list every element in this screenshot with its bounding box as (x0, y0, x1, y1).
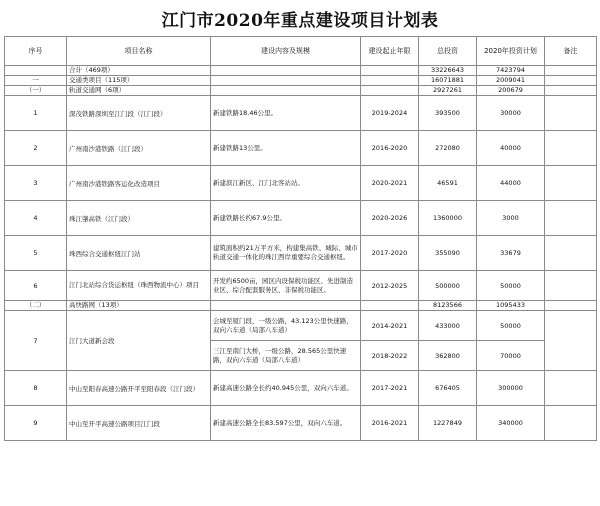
cell-plan: 40000 (477, 131, 545, 166)
table-row (5, 236, 597, 271)
cell-plan: 33679 (477, 236, 545, 271)
table-row (5, 371, 597, 406)
cell-plan: 30000 (477, 96, 545, 131)
table-row (5, 86, 597, 96)
cell-total: 362800 (419, 341, 477, 371)
cell-content: 会城至厦门段，一级公路，43.123公里快速路，双向六车道（局部八车道） (211, 311, 361, 341)
cell-content: 新建滨江新区、江门北客站站。 (211, 166, 361, 201)
header-note: 备注 (545, 37, 597, 66)
cell-name: 中山至开平高速公路项目江门段 (67, 406, 211, 441)
table-row (5, 131, 597, 166)
cell-years: 2016-2020 (361, 131, 419, 166)
cell-note (545, 311, 597, 371)
cell-name: 中山至阳春高速公路开平至阳春段（江门段） (67, 371, 211, 406)
cell-total: 46591 (419, 166, 477, 201)
cell-total: 272080 (419, 131, 477, 166)
cell-note (545, 371, 597, 406)
cell-content (211, 66, 361, 76)
cell-total: 2927261 (419, 86, 477, 96)
cell-content (211, 86, 361, 96)
cell-years: 2020-2026 (361, 201, 419, 236)
cell-years (361, 86, 419, 96)
cell-total: 676405 (419, 371, 477, 406)
cell-plan: 70000 (477, 341, 545, 371)
cell-total: 8123566 (419, 301, 477, 311)
header-total: 总投资 (419, 37, 477, 66)
cell-plan: 200679 (477, 86, 545, 96)
cell-note (545, 301, 597, 311)
cell-note (545, 271, 597, 301)
header-no: 序号 (5, 37, 67, 66)
cell-note (545, 96, 597, 131)
cell-no: （二） (5, 301, 67, 311)
cell-name: 深茂铁路深圳至江门段（江门段） (67, 96, 211, 131)
cell-note (545, 66, 597, 76)
table-row (5, 271, 597, 301)
cell-name: 江门大道新会段 (67, 311, 211, 371)
cell-plan: 340000 (477, 406, 545, 441)
cell-no: 3 (5, 166, 67, 201)
cell-content: 新建高速公路全长83.597公里，双向六车道。 (211, 406, 361, 441)
cell-no: 6 (5, 271, 67, 301)
table-row (5, 311, 597, 341)
cell-plan: 3000 (477, 201, 545, 236)
table-row (5, 201, 597, 236)
cell-total: 355090 (419, 236, 477, 271)
cell-no: （一） (5, 86, 67, 96)
cell-plan: 2009041 (477, 76, 545, 86)
cell-years: 2017-2021 (361, 371, 419, 406)
cell-years: 2018-2022 (361, 341, 419, 371)
table-row (5, 406, 597, 441)
cell-no: 2 (5, 131, 67, 166)
cell-years (361, 66, 419, 76)
cell-no: 9 (5, 406, 67, 441)
cell-note (545, 166, 597, 201)
cell-years: 2016-2021 (361, 406, 419, 441)
cell-content (211, 301, 361, 311)
cell-name: 合计（469项） (67, 66, 211, 76)
cell-content: 新建铁路18.46公里。 (211, 96, 361, 131)
cell-total: 16071881 (419, 76, 477, 86)
cell-note (545, 131, 597, 166)
cell-total: 33226643 (419, 66, 477, 76)
cell-no: 4 (5, 201, 67, 236)
cell-plan: 7423794 (477, 66, 545, 76)
cell-total: 1360000 (419, 201, 477, 236)
cell-years (361, 76, 419, 86)
cell-total: 393500 (419, 96, 477, 131)
cell-note (545, 76, 597, 86)
cell-years: 2020-2021 (361, 166, 419, 201)
cell-content: 新建铁路13公里。 (211, 131, 361, 166)
cell-name: 轨道交通网（6项） (67, 86, 211, 96)
cell-content: 新建铁路长约67.9公里。 (211, 201, 361, 236)
table-row (5, 301, 597, 311)
cell-note (545, 236, 597, 271)
cell-years: 2019-2024 (361, 96, 419, 131)
cell-name: 江门北站综合货运枢纽（珠西物流中心）项目 (67, 271, 211, 301)
table-row (5, 166, 597, 201)
header-years: 建设起止年限 (361, 37, 419, 66)
cell-plan: 1095433 (477, 301, 545, 311)
cell-years: 2012-2025 (361, 271, 419, 301)
cell-years: 2017-2020 (361, 236, 419, 271)
cell-name: 珠西综合交通枢纽江门站 (67, 236, 211, 271)
cell-name: 珠江肇高铁（江门段） (67, 201, 211, 236)
table-row (5, 76, 597, 86)
header-row (5, 37, 597, 66)
cell-plan: 300000 (477, 371, 545, 406)
header-content: 建设内容及规模 (211, 37, 361, 66)
table-row (5, 96, 597, 131)
cell-years: 2014-2021 (361, 311, 419, 341)
cell-name: 广州南沙港铁路（江门段） (67, 131, 211, 166)
cell-name: 高快路网（13项） (67, 301, 211, 311)
cell-content: 三江至南门大桥，一级公路，28.565公里快速路，双向六车道（局部八车道） (211, 341, 361, 371)
cell-total: 500000 (419, 271, 477, 301)
cell-no (5, 66, 67, 76)
cell-total: 433000 (419, 311, 477, 341)
header-name: 项目名称 (67, 37, 211, 66)
cell-no: 7 (5, 311, 67, 371)
project-table (4, 36, 597, 441)
cell-content: 开发约6500亩，园区内设保税功能区、先进制造业区、综合配套服务区、非保税功能区。 (211, 271, 361, 301)
cell-content (211, 76, 361, 86)
cell-total: 1227849 (419, 406, 477, 441)
cell-no: 8 (5, 371, 67, 406)
cell-plan: 50000 (477, 311, 545, 341)
page-title: 江门市2020年重点建设项目计划表 (161, 11, 439, 31)
cell-note (545, 201, 597, 236)
cell-note (545, 86, 597, 96)
table-row (5, 66, 597, 76)
cell-no: 1 (5, 96, 67, 131)
header-plan: 2020年投资计划 (477, 37, 545, 66)
cell-name: 广州南沙港铁路客运化改造项目 (67, 166, 211, 201)
cell-years (361, 301, 419, 311)
cell-plan: 50000 (477, 271, 545, 301)
cell-no: 5 (5, 236, 67, 271)
cell-note (545, 406, 597, 441)
cell-name: 交通类项目（115项） (67, 76, 211, 86)
cell-content: 建筑面积约21万平方米，构建集高铁、城际、城市轨道交通一体化的珠江西岸重要综合交通枢纽。 (211, 236, 361, 271)
cell-no: 一 (5, 76, 67, 86)
cell-plan: 44000 (477, 166, 545, 201)
cell-content: 新建高速公路全长约40.945公里，双向六车道。 (211, 371, 361, 406)
